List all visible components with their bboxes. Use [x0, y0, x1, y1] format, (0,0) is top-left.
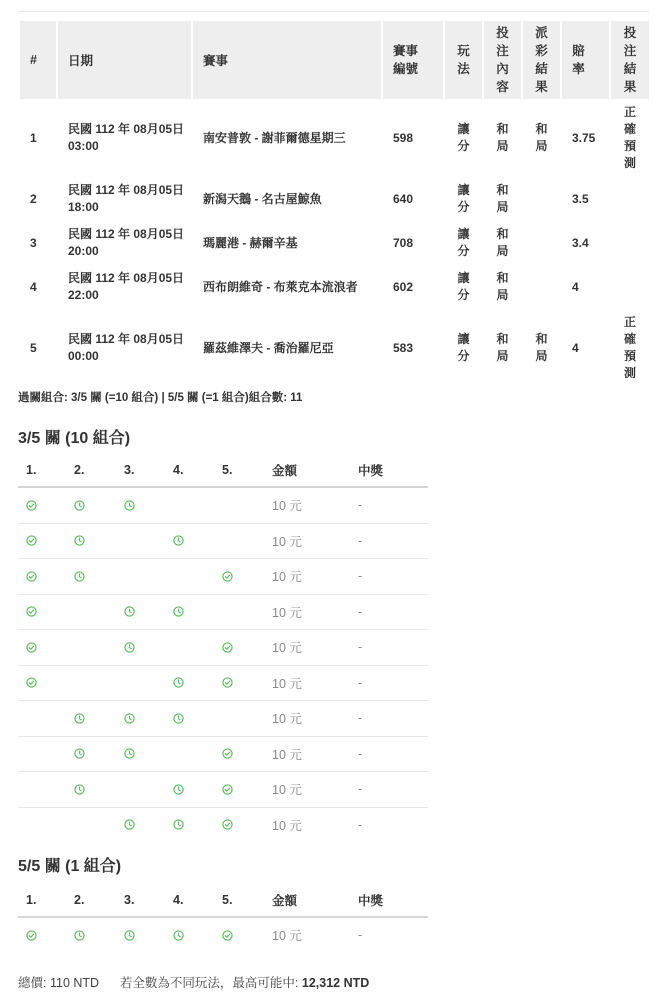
clock-icon: [124, 808, 135, 843]
combo-amount: 10 元: [272, 818, 302, 833]
check-circle-icon: [222, 918, 233, 953]
combo-header-cell: 1.: [26, 462, 37, 477]
combo-5of5-table: [18, 883, 428, 953]
row-date: 民國 112 年 08月05日 03:00: [68, 122, 185, 153]
header-index: #: [20, 21, 56, 99]
row-date: 民國 112 年 08月05日 18:00: [68, 183, 185, 214]
row-match: 南安普敦 - 謝菲爾德星期三: [203, 130, 346, 145]
clock-icon: [74, 701, 85, 736]
combo-amount: 10 元: [272, 641, 302, 656]
row-match: 新潟天鵝 - 名古屋鯨魚: [203, 191, 322, 206]
bets-header-row: [20, 21, 649, 99]
combo-prize: -: [358, 746, 363, 761]
row-index: 5: [30, 340, 37, 355]
row-bet: 和局: [496, 271, 509, 302]
row-bet: 和局: [496, 122, 509, 153]
combo-header-cell: 4.: [173, 892, 184, 907]
check-circle-icon: [222, 772, 233, 807]
row-result: [611, 265, 649, 309]
clock-icon: [74, 524, 85, 559]
combo-row: [18, 737, 428, 773]
row-bet: 和局: [496, 227, 509, 258]
check-circle-icon: [26, 630, 37, 665]
clock-icon: [124, 701, 135, 736]
table-row: [20, 265, 649, 309]
row-bet: 和局: [496, 332, 509, 363]
row-payout: [523, 265, 560, 309]
header-match: 賽事: [193, 21, 381, 99]
table-row: [20, 309, 649, 387]
clock-icon: [173, 808, 184, 843]
combo-amount: 10 元: [272, 712, 302, 727]
row-date: 民國 112 年 08月05日 00:00: [68, 332, 185, 363]
clock-icon: [173, 918, 184, 953]
combo-header-cell: 5.: [222, 462, 233, 477]
table-row: [20, 177, 649, 221]
row-match-no: 583: [393, 340, 414, 355]
combo-5of5-title: 5/5 關 (1 組合): [18, 858, 122, 875]
combo-header-cell: 2.: [74, 892, 85, 907]
combo-row: [18, 488, 428, 524]
row-match: 瑪麗港 - 赫爾辛基: [203, 235, 298, 250]
row-odds: 4: [572, 279, 579, 294]
clock-icon: [173, 595, 184, 630]
row-result: 正確預測: [623, 315, 636, 380]
header-result: 投注結果: [611, 21, 649, 99]
combo-header-cell: 4.: [173, 462, 184, 477]
combo-header-cell: 中獎: [358, 463, 384, 478]
check-circle-icon: [222, 737, 233, 772]
combo-3of5-title: 3/5 關 (10 組合): [18, 430, 131, 447]
clock-icon: [74, 772, 85, 807]
combo-3of5-table: [18, 453, 428, 842]
combo-prize: -: [358, 640, 363, 655]
clock-icon: [173, 701, 184, 736]
clock-icon: [124, 595, 135, 630]
bets-table: [18, 21, 651, 387]
combo-row: [18, 701, 428, 737]
check-circle-icon: [26, 595, 37, 630]
combo-amount: 10 元: [272, 605, 302, 620]
totals-line: [18, 973, 369, 991]
row-match: 西布朗維奇 - 布萊克本流浪者: [203, 279, 358, 294]
combo-prize: -: [358, 604, 363, 619]
clock-icon: [124, 488, 135, 523]
clock-icon: [173, 772, 184, 807]
row-bet: 和局: [496, 183, 509, 214]
combo-row: [18, 666, 428, 702]
row-play: 讓分: [457, 271, 470, 302]
header-odds: 賠率: [562, 21, 609, 99]
total-value: 110 NTD: [49, 976, 100, 990]
max-win-value: 12,312 NTD: [301, 976, 370, 990]
check-circle-icon: [222, 808, 233, 843]
header-bet: 投注內容: [484, 21, 521, 99]
header-payout: 派彩結果: [523, 21, 560, 99]
max-win-label: 若全數為不同玩法，最高可能中:: [119, 976, 299, 990]
clock-icon: [124, 918, 135, 953]
check-circle-icon: [222, 630, 233, 665]
combo-prize: -: [358, 675, 363, 690]
combo-header-cell: 3.: [124, 892, 135, 907]
table-row: [20, 99, 649, 177]
combo-prize: -: [358, 711, 363, 726]
combo-header-cell: 金額: [272, 893, 298, 908]
combo-row: [18, 808, 428, 843]
clock-icon: [173, 666, 184, 701]
header-play: 玩法: [445, 21, 482, 99]
combo-row: [18, 524, 428, 560]
row-play: 讓分: [457, 122, 470, 153]
clock-icon: [124, 737, 135, 772]
row-index: 3: [30, 235, 37, 250]
combo-amount: 10 元: [272, 499, 302, 514]
combo-amount: 10 元: [272, 929, 302, 944]
check-circle-icon: [26, 559, 37, 594]
combo-amount: 10 元: [272, 534, 302, 549]
row-odds: 3.5: [572, 191, 589, 206]
combo-prize: -: [358, 928, 363, 943]
combo-header-cell: 金額: [272, 463, 298, 478]
row-match-no: 598: [393, 130, 414, 145]
combo-prize: -: [358, 782, 363, 797]
combo-header-cell: 3.: [124, 462, 135, 477]
row-index: 4: [30, 279, 37, 294]
combo-row: [18, 595, 428, 631]
combo-header-row: [18, 453, 428, 488]
combo-header-cell: 中獎: [358, 893, 384, 908]
header-match-no: 賽事編號: [383, 21, 443, 99]
check-circle-icon: [26, 524, 37, 559]
top-divider: [18, 11, 649, 12]
combo-amount: 10 元: [272, 783, 302, 798]
check-circle-icon: [26, 918, 37, 953]
table-row: [20, 221, 649, 265]
combo-prize: -: [358, 498, 363, 513]
check-circle-icon: [26, 488, 37, 523]
total-label: 總價:: [18, 976, 47, 990]
row-odds: 3.75: [572, 130, 596, 145]
row-match-no: 640: [393, 191, 414, 206]
row-payout: [523, 221, 560, 265]
row-result: [611, 221, 649, 265]
clock-icon: [74, 488, 85, 523]
check-circle-icon: [222, 559, 233, 594]
row-result: 正確預測: [623, 105, 636, 170]
clock-icon: [74, 737, 85, 772]
row-play: 讓分: [457, 183, 470, 214]
combo-prize: -: [358, 817, 363, 832]
combo-row: [18, 559, 428, 595]
row-result: [611, 177, 649, 221]
row-play: 讓分: [457, 227, 470, 258]
combo-header-cell: 5.: [222, 892, 233, 907]
clock-icon: [124, 630, 135, 665]
row-date: 民國 112 年 08月05日 22:00: [68, 271, 185, 302]
combo-row: [18, 772, 428, 808]
row-payout: [523, 177, 560, 221]
row-match-no: 708: [393, 235, 414, 250]
row-date: 民國 112 年 08月05日 20:00: [68, 227, 185, 258]
parlay-summary: 過關組合: 3/5 關 (=10 組合) | 5/5 關 (=1 組合)組合數: 11: [18, 392, 303, 404]
check-circle-icon: [26, 666, 37, 701]
combo-row: [18, 630, 428, 666]
row-match: 羅茲維澤夫 - 喬治羅尼亞: [203, 340, 334, 355]
combo-header-row: [18, 883, 428, 918]
row-payout: 和局: [535, 122, 548, 153]
combo-header-cell: 2.: [74, 462, 85, 477]
clock-icon: [74, 559, 85, 594]
row-play: 讓分: [457, 332, 470, 363]
header-date: 日期: [58, 21, 191, 99]
combo-header-cell: 1.: [26, 892, 37, 907]
row-odds: 3.4: [572, 235, 589, 250]
row-index: 2: [30, 191, 37, 206]
check-circle-icon: [222, 666, 233, 701]
row-payout: 和局: [535, 332, 548, 363]
combo-row: [18, 918, 428, 953]
combo-amount: 10 元: [272, 747, 302, 762]
row-match-no: 602: [393, 279, 414, 294]
combo-amount: 10 元: [272, 676, 302, 691]
clock-icon: [173, 524, 184, 559]
clock-icon: [74, 918, 85, 953]
combo-prize: -: [358, 569, 363, 584]
combo-prize: -: [358, 533, 363, 548]
row-odds: 4: [572, 340, 579, 355]
combo-amount: 10 元: [272, 570, 302, 585]
row-index: 1: [30, 130, 37, 145]
